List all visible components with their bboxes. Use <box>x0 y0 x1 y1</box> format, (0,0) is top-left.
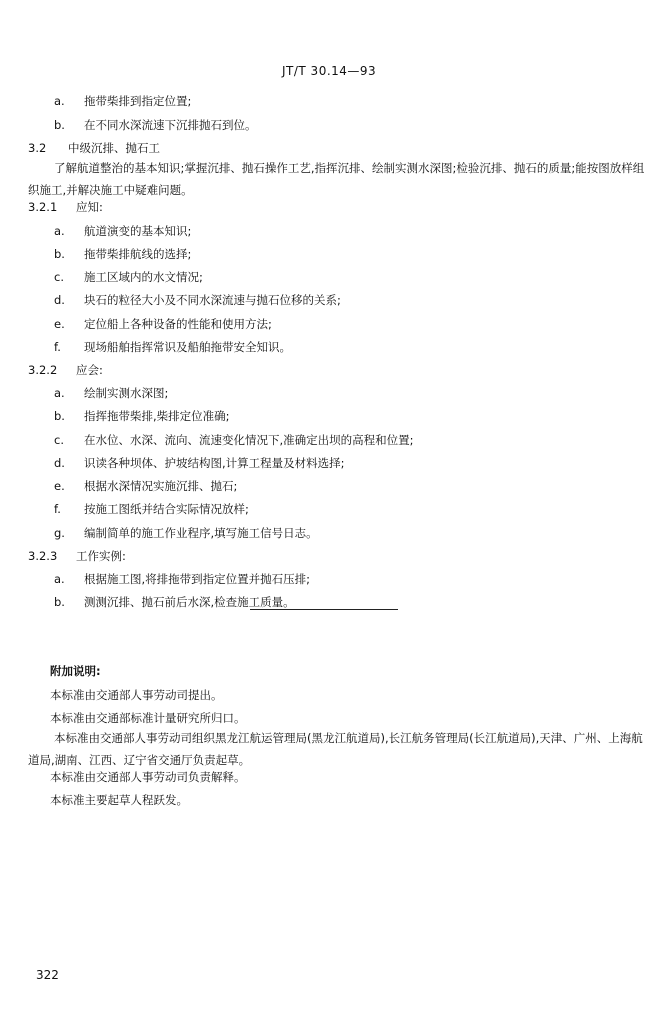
section-number: 3.2.2 <box>28 363 58 377</box>
list-item <box>54 456 345 470</box>
item-text: 编制简单的施工作业程序,填写施工信号日志。 <box>84 526 318 540</box>
list-item <box>54 224 191 238</box>
section-number: 3.2.1 <box>28 200 58 214</box>
item-text: 识读各种坝体、护坡结构图,计算工程量及材料选择; <box>84 456 345 470</box>
list-item <box>54 94 191 108</box>
page-number: 322 <box>36 968 59 982</box>
note-line: 本标准由交通部标准计量研究所归口。 <box>50 711 246 725</box>
item-label: d. <box>54 293 65 307</box>
section-title: 应知: <box>76 200 103 214</box>
section-intro-paragraph: 了解航道整治的基本知识;掌握沉排、抛石操作工艺,指挥沉排、绘制实测水深图;检验沉排、抛石的质量;能按图放样组织施工,并解决施工中疑难问题。 <box>28 161 645 197</box>
item-text: 拖带柴排航线的选择; <box>84 247 192 261</box>
note-line: 本标准由交通部人事劳动司组织黑龙江航运管理局(黑龙江航道局),长江航务管理局(长江航道局),天津、广州、上海航道局,湖南、江西、辽宁省交通厅负责起草。 <box>28 731 643 767</box>
item-text: 指挥拖带柴排,柴排定位准确; <box>84 409 230 423</box>
note-line: 本标准主要起草人程跃发。 <box>50 793 188 807</box>
item-text: 在不同水深流速下沉排抛石到位。 <box>84 118 257 132</box>
item-text: 施工区域内的水文情况; <box>84 270 203 284</box>
list-item <box>54 118 257 132</box>
item-label: a. <box>54 386 65 400</box>
item-label: e. <box>54 317 65 331</box>
section-number: 3.2.3 <box>28 549 58 563</box>
section-heading-3-2-3 <box>28 549 126 563</box>
list-item <box>54 409 230 423</box>
item-label: a. <box>54 94 65 108</box>
section-divider <box>250 609 398 610</box>
item-label: d. <box>54 456 65 470</box>
item-label: f. <box>54 502 61 516</box>
note-line: 本标准由交通部人事劳动司提出。 <box>50 688 223 702</box>
item-text: 拖带柴排到指定位置; <box>84 94 192 108</box>
notes-heading: 附加说明: <box>50 664 101 678</box>
section-heading-3-2-1 <box>28 200 103 214</box>
item-text: 航道演变的基本知识; <box>84 224 192 238</box>
section-heading-3-2 <box>28 141 160 155</box>
list-item <box>54 595 295 609</box>
item-text: 按施工图纸并结合实际情况放样; <box>84 502 249 516</box>
item-label: b. <box>54 247 65 261</box>
item-text: 根据施工图,将排拖带到指定位置并抛石压排; <box>84 572 311 586</box>
list-item <box>54 270 203 284</box>
item-text: 根据水深情况实施沉排、抛石; <box>84 479 238 493</box>
list-item <box>54 317 272 331</box>
item-text: 定位船上各种设备的性能和使用方法; <box>84 317 272 331</box>
list-item <box>54 479 237 493</box>
list-item <box>54 340 291 354</box>
item-label: b. <box>54 409 65 423</box>
item-label: g. <box>54 526 65 540</box>
section-number: 3.2 <box>28 141 47 155</box>
item-label: a. <box>54 224 65 238</box>
section-title: 中级沉排、抛石工 <box>68 141 160 155</box>
item-text: 在水位、水深、流向、流速变化情况下,准确定出坝的高程和位置; <box>84 433 414 447</box>
item-label: a. <box>54 572 65 586</box>
item-text: 块石的粒径大小及不同水深流速与抛石位移的关系; <box>84 293 341 307</box>
section-title: 工作实例: <box>76 549 126 563</box>
note-line: 本标准由交通部人事劳动司负责解释。 <box>50 770 246 784</box>
list-item <box>54 526 318 540</box>
item-label: b. <box>54 118 65 132</box>
section-heading-3-2-2 <box>28 363 103 377</box>
list-item <box>54 247 191 261</box>
item-label: b. <box>54 595 65 609</box>
list-item <box>54 572 310 586</box>
list-item <box>54 386 168 400</box>
item-text: 现场船舶指挥常识及船舶拖带安全知识。 <box>84 340 291 354</box>
list-item <box>54 502 249 516</box>
list-item <box>54 293 341 307</box>
section-title: 应会: <box>76 363 103 377</box>
list-item <box>54 433 414 447</box>
document-header-code: JT/T 30.14—93 <box>282 64 377 78</box>
item-label: c. <box>54 433 64 447</box>
item-label: f. <box>54 340 61 354</box>
item-text: 绘制实测水深图; <box>84 386 169 400</box>
item-label: e. <box>54 479 65 493</box>
item-label: c. <box>54 270 64 284</box>
item-text: 测测沉排、抛石前后水深,检查施工质量。 <box>84 595 295 609</box>
